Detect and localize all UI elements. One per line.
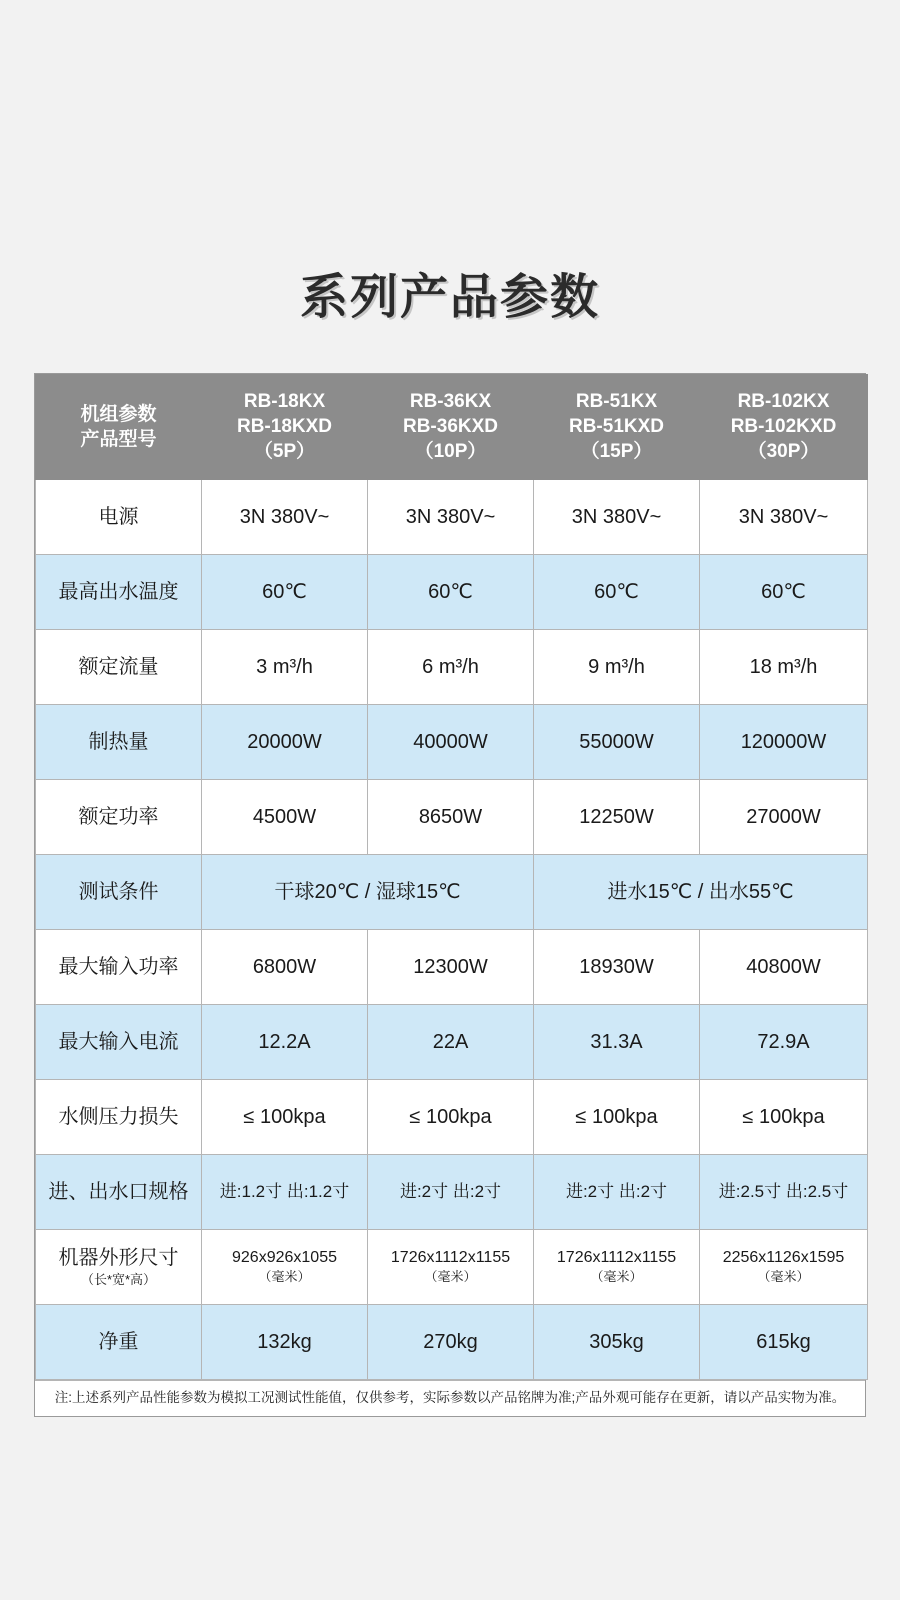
dimension-unit: （毫米） bbox=[590, 1268, 643, 1284]
table-row bbox=[36, 704, 868, 779]
row-label: 水侧压力损失 bbox=[36, 1079, 202, 1154]
table-row bbox=[36, 929, 868, 1004]
header-cell-model-2: RB-36KX RB-36KXD （10P） bbox=[368, 374, 534, 479]
row-value: 120000W bbox=[700, 704, 868, 779]
row-value: 60℃ bbox=[534, 554, 700, 629]
row-label: 最高出水温度 bbox=[36, 554, 202, 629]
table-header-row bbox=[36, 374, 868, 479]
row-value: 3N 380V~ bbox=[202, 479, 368, 554]
header-cell-params: 机组参数 产品型号 bbox=[36, 374, 202, 479]
row-value: 31.3A bbox=[534, 1004, 700, 1079]
row-label: 进、出水口规格 bbox=[36, 1154, 202, 1229]
table-footnote: 注:上述系列产品性能参数为模拟工况测试性能值，仅供参考，实际参数以产品铭牌为准;产品外观可能存在更新，请以产品实物为准。 bbox=[35, 1380, 865, 1416]
row-label-main: 机器外形尺寸 bbox=[58, 1247, 179, 1270]
dimension-unit: （毫米） bbox=[424, 1268, 477, 1284]
dimension-value: 1726x1112x1155 bbox=[556, 1248, 677, 1266]
row-value: 8650W bbox=[368, 779, 534, 854]
row-value: 9 m³/h bbox=[534, 629, 700, 704]
table-row bbox=[36, 779, 868, 854]
row-value: 12250W bbox=[534, 779, 700, 854]
row-value: 60℃ bbox=[700, 554, 868, 629]
row-label-sub: （长*宽*高） bbox=[80, 1271, 157, 1287]
row-value: 40800W bbox=[700, 929, 868, 1004]
header-cell-model-1: RB-18KX RB-18KXD （5P） bbox=[202, 374, 368, 479]
row-value: 4500W bbox=[202, 779, 368, 854]
row-value: 3N 380V~ bbox=[700, 479, 868, 554]
row-value: ≤ 100kpa bbox=[202, 1079, 368, 1154]
row-value: 72.9A bbox=[700, 1004, 868, 1079]
row-label: 额定功率 bbox=[36, 779, 202, 854]
table-body bbox=[36, 479, 868, 1379]
row-label: 最大输入电流 bbox=[36, 1004, 202, 1079]
row-value: 6 m³/h bbox=[368, 629, 534, 704]
spec-table bbox=[35, 374, 868, 1380]
row-label: 额定流量 bbox=[36, 629, 202, 704]
dimension-unit: （毫米） bbox=[757, 1268, 810, 1284]
row-value: 305kg bbox=[534, 1304, 700, 1379]
row-value: ≤ 100kpa bbox=[700, 1079, 868, 1154]
row-value: 12.2A bbox=[202, 1004, 368, 1079]
table-row bbox=[36, 1079, 868, 1154]
row-label: 净重 bbox=[36, 1304, 202, 1379]
row-label: 最大输入功率 bbox=[36, 929, 202, 1004]
row-value: 进:1.2寸 出:1.2寸 bbox=[202, 1154, 368, 1229]
row-value: 270kg bbox=[368, 1304, 534, 1379]
row-value: 20000W bbox=[202, 704, 368, 779]
row-value: 6800W bbox=[202, 929, 368, 1004]
table-header bbox=[36, 374, 868, 479]
table-row bbox=[36, 1229, 868, 1304]
header-cell-model-3: RB-51KX RB-51KXD （15P） bbox=[534, 374, 700, 479]
row-value: 3N 380V~ bbox=[534, 479, 700, 554]
dimension-value: 926x926x1055 bbox=[232, 1248, 337, 1266]
row-value bbox=[700, 1229, 868, 1304]
row-value: 3N 380V~ bbox=[368, 479, 534, 554]
row-label: 制热量 bbox=[36, 704, 202, 779]
row-value: ≤ 100kpa bbox=[534, 1079, 700, 1154]
dimension-value: 1726x1112x1155 bbox=[390, 1248, 511, 1266]
row-label: 测试条件 bbox=[36, 854, 202, 929]
row-label: 电源 bbox=[36, 479, 202, 554]
table-row bbox=[36, 1004, 868, 1079]
row-value: ≤ 100kpa bbox=[368, 1079, 534, 1154]
row-value bbox=[368, 1229, 534, 1304]
row-value: 进:2寸 出:2寸 bbox=[534, 1154, 700, 1229]
table-row bbox=[36, 629, 868, 704]
page-title: 系列产品参数 bbox=[299, 271, 600, 324]
row-value: 132kg bbox=[202, 1304, 368, 1379]
dimension-value: 2256x1126x1595 bbox=[722, 1248, 845, 1266]
spec-table-container bbox=[34, 373, 866, 1417]
row-value: 18 m³/h bbox=[700, 629, 868, 704]
row-value bbox=[202, 1229, 368, 1304]
row-value: 22A bbox=[368, 1004, 534, 1079]
row-value-merged: 干球20℃ / 湿球15℃ bbox=[202, 854, 534, 929]
row-value: 60℃ bbox=[202, 554, 368, 629]
dimension-unit: （毫米） bbox=[258, 1268, 311, 1284]
row-value: 27000W bbox=[700, 779, 868, 854]
row-value: 进:2寸 出:2寸 bbox=[368, 1154, 534, 1229]
row-value-merged: 进水15℃ / 出水55℃ bbox=[534, 854, 868, 929]
row-value: 18930W bbox=[534, 929, 700, 1004]
row-value: 55000W bbox=[534, 704, 700, 779]
table-row bbox=[36, 1154, 868, 1229]
table-row bbox=[36, 854, 868, 929]
table-row bbox=[36, 1304, 868, 1379]
row-value: 12300W bbox=[368, 929, 534, 1004]
row-value: 进:2.5寸 出:2.5寸 bbox=[700, 1154, 868, 1229]
row-value: 615kg bbox=[700, 1304, 868, 1379]
row-label bbox=[36, 1229, 202, 1304]
table-row bbox=[36, 479, 868, 554]
row-value: 60℃ bbox=[368, 554, 534, 629]
row-value: 3 m³/h bbox=[202, 629, 368, 704]
table-row bbox=[36, 554, 868, 629]
header-cell-model-4: RB-102KX RB-102KXD （30P） bbox=[700, 374, 868, 479]
row-value: 40000W bbox=[368, 704, 534, 779]
row-value bbox=[534, 1229, 700, 1304]
